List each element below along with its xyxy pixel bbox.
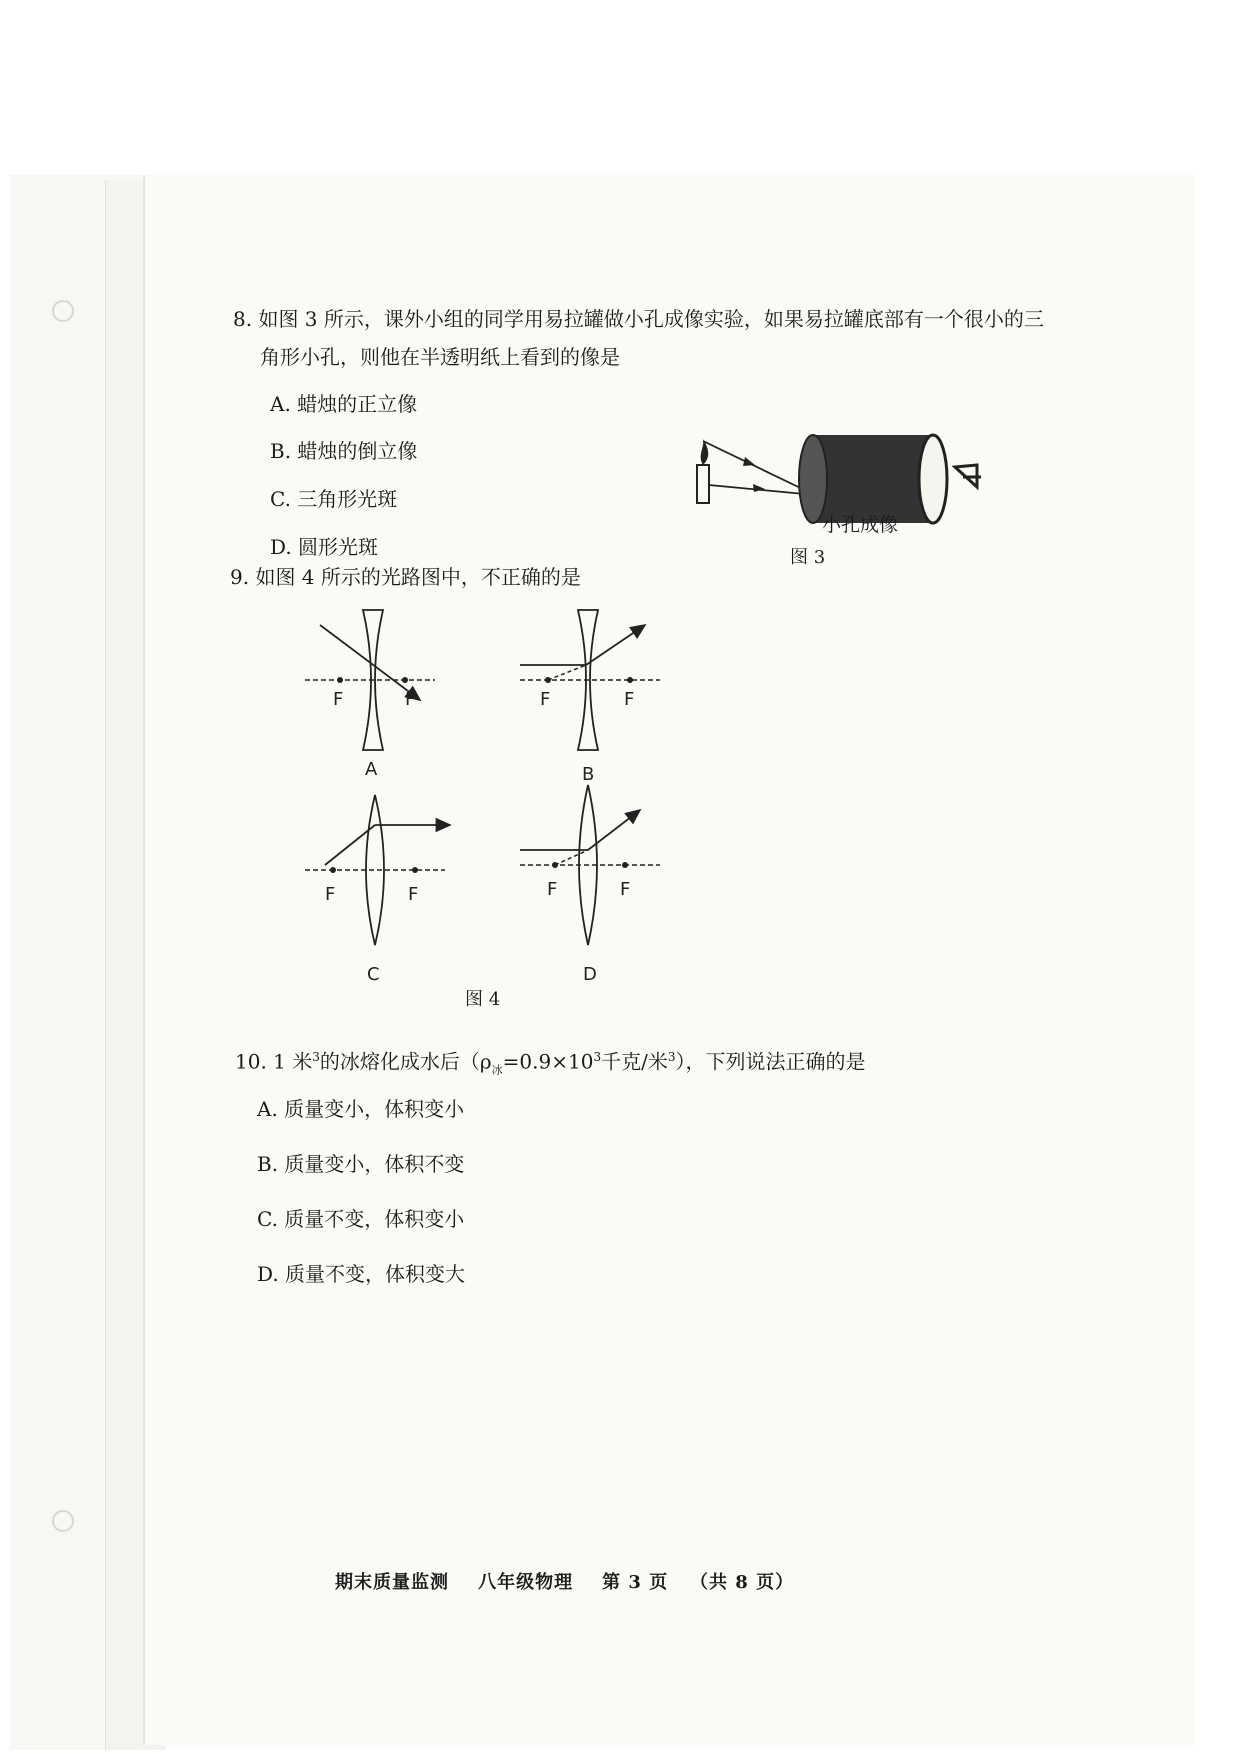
panel-d-convex-lens — [520, 785, 660, 985]
q10-stem: 10. 1 米$^3$的冰熔化成水后（$\rho_冰=0.9\times 10^3$千克/米$^3$），下列说法正确的是 — [235, 1049, 866, 1077]
q8-stem-line1: 8. 如图 3 所示，课外小组的同学用易拉罐做小孔成像实验，如果易拉罐底部有一个很小的三 — [233, 307, 1044, 331]
panel-label-a: A — [365, 759, 378, 780]
footer-subject: 八年级物理 — [478, 1572, 574, 1593]
figure-4-light-paths — [305, 605, 685, 1025]
q8-option-b: B. 蜡烛的倒立像 — [270, 439, 418, 463]
focus-label: F — [325, 884, 336, 905]
panel-label-b: B — [582, 764, 595, 785]
panel-a-concave-lens — [305, 610, 435, 780]
q10-option-a: A. 质量变小，体积变小 — [257, 1097, 465, 1121]
q9-stem: 9. 如图 4 所示的光路图中，不正确的是 — [230, 565, 581, 589]
focus-label: F — [333, 689, 344, 710]
exam-page — [145, 175, 1195, 1745]
translucent-paper — [919, 435, 947, 523]
fig3-caption: 图 3 — [790, 547, 826, 568]
focus-label: F — [405, 689, 416, 710]
page-footer — [335, 1568, 794, 1594]
focus-label: F — [547, 879, 558, 900]
panel-c-convex-lens — [305, 795, 450, 985]
binding-hole — [52, 300, 74, 322]
binding-hole — [52, 1510, 74, 1532]
candle-icon — [697, 465, 709, 503]
panel-label-c: C — [367, 964, 380, 985]
q10-option-d: D. 质量不变，体积变大 — [257, 1262, 466, 1286]
footer-total: （共 8 页） — [690, 1572, 795, 1593]
footer-page: 第 3 页 — [602, 1572, 669, 1593]
q8-option-d: D. 圆形光斑 — [270, 535, 379, 559]
focus-label: F — [408, 884, 419, 905]
q10-option-c: C. 质量不变，体积变小 — [257, 1207, 465, 1231]
focus-label: F — [620, 879, 631, 900]
panel-b-concave-lens — [520, 610, 660, 785]
footer-exam: 期末质量监测 — [335, 1572, 449, 1593]
panel-label-d: D — [583, 964, 597, 985]
focus-label: F — [624, 689, 635, 710]
q8-option-a: A. 蜡烛的正立像 — [270, 392, 418, 416]
q10-option-b: B. 质量变小，体积不变 — [257, 1152, 465, 1176]
focus-label: F — [540, 689, 551, 710]
fig3-label: 小孔成像 — [822, 514, 899, 536]
q8-stem-line2: 角形小孔，则他在半透明纸上看到的像是 — [260, 345, 620, 369]
q8-option-c: C. 三角形光斑 — [270, 487, 398, 511]
fig4-caption: 图 4 — [465, 989, 501, 1010]
